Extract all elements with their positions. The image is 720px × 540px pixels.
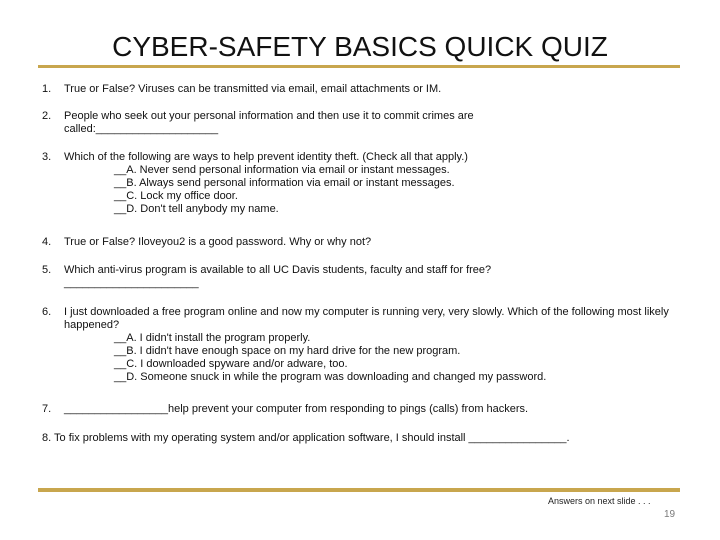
question-3 [42, 151, 690, 216]
question-text: I just downloaded a free program online and now my computer is running very, very slowly. Which of the following most likely happened? [64, 306, 669, 331]
question-7 [42, 403, 690, 416]
question-2 [42, 110, 690, 136]
question-text: True or False? Viruses can be transmitted via email, email attachments or IM. [64, 83, 442, 95]
footer-divider [38, 488, 680, 492]
question-number: 6. [42, 306, 52, 318]
answer-option-d: __D. Someone snuck in while the program was downloading and changed my password. [114, 371, 547, 383]
answer-option-d: __D. Don't tell anybody my name. [114, 203, 279, 215]
title-divider [38, 65, 680, 68]
question-text: Which anti-virus program is available to all UC Davis students, faculty and staff for free?______________________ [64, 264, 492, 289]
answer-option-c: __C. Lock my office door. [114, 190, 238, 202]
question-number: 3. [42, 151, 52, 163]
question-text: People who seek out your personal information and then use it to commit crimes are called:____________________ [64, 110, 474, 135]
question-5 [42, 264, 690, 290]
answer-option-a: __A. I didn't install the program properly. [114, 332, 311, 344]
question-text: Which of the following are ways to help prevent identity theft. (Check all that apply.) [64, 151, 468, 163]
question-1 [42, 83, 690, 96]
question-number: 7. [42, 403, 52, 415]
question-number: 4. [42, 236, 52, 248]
answers-note: Answers on next slide . . . [548, 496, 651, 506]
question-number: 2. [42, 110, 52, 122]
page-number: 19 [664, 509, 676, 520]
question-4 [42, 236, 690, 249]
question-number: 5. [42, 264, 52, 276]
question-6 [42, 306, 690, 384]
question-8 [42, 432, 690, 445]
question-text: True or False? Iloveyou2 is a good password. Why or why not? [64, 236, 372, 248]
question-text: _________________help prevent your computer from responding to pings (calls) from hackers. [64, 403, 529, 415]
answer-option-b: __B. I didn't have enough space on my hard drive for the new program. [114, 345, 461, 357]
answer-option-c: __C. I downloaded spyware and/or adware, too. [114, 358, 348, 370]
page-title: CYBER-SAFETY BASICS QUICK QUIZ [112, 31, 608, 62]
question-number: 1. [42, 83, 52, 95]
answer-option-a: __A. Never send personal information via email or instant messages. [114, 164, 450, 176]
question-text: 8. To fix problems with my operating system and/or application software, I should install ________________. [42, 432, 570, 444]
answer-option-b: __B. Always send personal information via email or instant messages. [114, 177, 455, 189]
